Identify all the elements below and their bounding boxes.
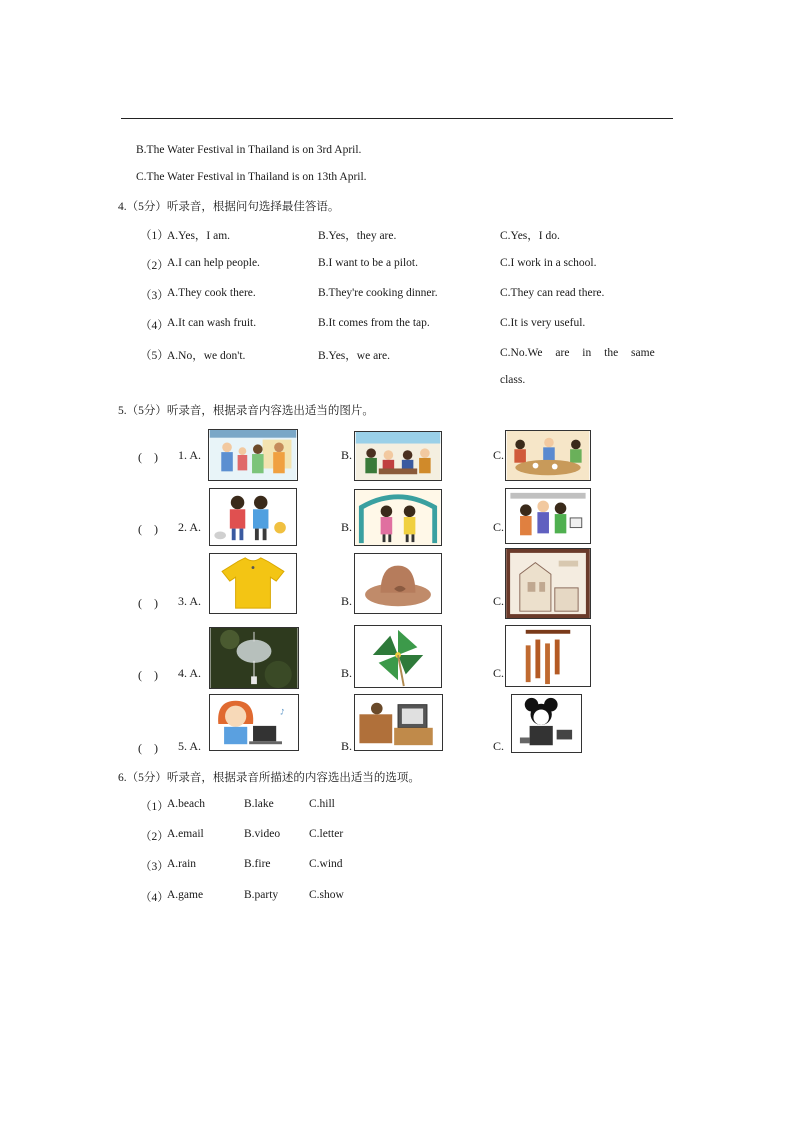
q5-row-1-label-c: C.	[493, 448, 505, 462]
q4-item-5-option-c-cont: class.	[500, 374, 526, 386]
svg-text:♪: ♪	[280, 707, 285, 717]
q4-item-4-option-a[interactable]: A.It can wash fruit.	[167, 317, 257, 329]
q4-item-1-option-a[interactable]: A.Yes，I am.	[167, 230, 231, 242]
q5-row-1-label-a: 1. A.	[178, 448, 202, 462]
q5-answer-blank-1[interactable]: ( )	[138, 450, 158, 464]
q5-row-4-picture-b[interactable]	[354, 625, 442, 688]
q6-item-1-option-b[interactable]: B.lake	[244, 798, 274, 810]
q5-row-2-label-c: C.	[493, 520, 505, 534]
q5-answer-blank-4[interactable]: ( )	[138, 668, 158, 682]
q5-row-3-label-a: 3. A.	[178, 594, 202, 608]
q6-item-num: （4）	[140, 892, 169, 904]
q4-item-5-option-c[interactable]: C.No.We are in the same	[500, 347, 655, 359]
q5-answer-blank-2[interactable]: ( )	[138, 522, 158, 536]
q5-row-5-label-c: C.	[493, 739, 505, 753]
q5-row-4-label-b: B.	[341, 666, 353, 680]
q5-row-5-picture-c[interactable]	[511, 694, 582, 753]
popup-card-house-icon	[506, 549, 590, 618]
q5-row-3-picture-b[interactable]	[354, 553, 442, 614]
q4-item-5-option-a[interactable]: A.No，we don't.	[167, 350, 246, 362]
q5-row-2-picture-c[interactable]	[505, 488, 591, 544]
q5-row-2-label-a: 2. A.	[178, 520, 202, 534]
kids-playing-illustration	[210, 489, 296, 545]
q4-item-num: （2）	[140, 260, 169, 272]
q6-item-1-option-a[interactable]: A.beach	[167, 798, 205, 810]
q4-item-3-option-a[interactable]: A.They cook there.	[167, 287, 256, 299]
family-dinner-illustration	[506, 431, 590, 480]
q6-item-3-option-b[interactable]: B.fire	[244, 858, 271, 870]
q3-option-b[interactable]: B.The Water Festival in Thailand is on 3rd April.	[136, 144, 362, 156]
header-rule	[121, 118, 673, 119]
q5-title: 5.（5分）听录音，根据录音内容选出适当的图片。	[118, 405, 374, 417]
q5-row-5-label-b: B.	[341, 739, 353, 753]
q5-row-3-picture-c[interactable]	[505, 548, 591, 619]
group-party-illustration	[355, 432, 441, 480]
q6-title: 6.（5分）听录音，根据录音所描述的内容选出适当的选项。	[118, 772, 420, 784]
q6-item-4-option-a[interactable]: A.game	[167, 889, 204, 901]
q5-row-4-picture-c[interactable]	[505, 625, 591, 687]
wind-chime-icon	[210, 628, 298, 688]
q4-item-3-option-b[interactable]: B.They're cooking dinner.	[318, 287, 438, 299]
q4-item-4-option-b[interactable]: B.It comes from the tap.	[318, 317, 430, 329]
q5-row-3-label-b: B.	[341, 594, 353, 608]
q5-row-2-label-b: B.	[341, 520, 353, 534]
yellow-tshirt-icon	[210, 554, 296, 613]
girl-on-phone-illustration	[512, 695, 581, 752]
q6-item-num: （2）	[140, 831, 169, 843]
q5-row-1-picture-b[interactable]	[354, 431, 442, 481]
q4-item-1-option-c[interactable]: C.Yes，I do.	[500, 230, 560, 242]
q6-item-1-option-c[interactable]: C.hill	[309, 798, 335, 810]
q4-item-2-option-b[interactable]: B.I want to be a pilot.	[318, 257, 418, 269]
q5-row-4-picture-a[interactable]	[209, 627, 299, 689]
q5-row-2-picture-b[interactable]	[354, 489, 442, 546]
q4-item-4-option-c[interactable]: C.It is very useful.	[500, 317, 586, 329]
wooden-wind-chime-icon	[506, 626, 590, 686]
q4-item-5-option-b[interactable]: B.Yes，we are.	[318, 350, 390, 362]
q4-item-num: （4）	[140, 320, 169, 332]
q5-row-5-picture-b[interactable]	[354, 694, 443, 751]
q6-item-4-option-c[interactable]: C.show	[309, 889, 344, 901]
q5-row-1-picture-a[interactable]	[208, 429, 298, 481]
q4-item-2-option-a[interactable]: A.I can help people.	[167, 257, 260, 269]
q3-option-c[interactable]: C.The Water Festival in Thailand is on 13th April.	[136, 171, 367, 183]
q4-item-num: （5）	[140, 350, 169, 362]
q5-row-4-label-a: 4. A.	[178, 666, 202, 680]
pinwheel-icon	[355, 626, 441, 687]
q5-row-5-label-a: 5. A.	[178, 739, 202, 753]
q4-item-2-option-c[interactable]: C.I work in a school.	[500, 257, 597, 269]
brown-hat-icon	[355, 554, 441, 613]
q6-item-num: （1）	[140, 801, 169, 813]
q6-item-2-option-c[interactable]: C.letter	[309, 828, 344, 840]
q5-row-1-picture-c[interactable]	[505, 430, 591, 481]
q5-row-2-picture-a[interactable]	[209, 488, 297, 546]
q5-row-4-label-c: C.	[493, 666, 505, 680]
q4-item-3-option-c[interactable]: C.They can read there.	[500, 287, 605, 299]
q6-item-2-option-a[interactable]: A.email	[167, 828, 204, 840]
q6-item-2-option-b[interactable]: B.video	[244, 828, 281, 840]
q5-answer-blank-3[interactable]: ( )	[138, 596, 158, 610]
q6-item-3-option-c[interactable]: C.wind	[309, 858, 343, 870]
q4-item-num: （1）	[140, 230, 169, 242]
kids-under-arch-illustration	[355, 490, 441, 545]
q6-item-4-option-b[interactable]: B.party	[244, 889, 279, 901]
q5-row-5-picture-a[interactable]	[209, 694, 299, 751]
group-photo-illustration	[506, 489, 590, 543]
q4-title: 4.（5分）听录音，根据问句选择最佳答语。	[118, 201, 340, 213]
q5-answer-blank-5[interactable]: ( )	[138, 741, 158, 755]
q4-item-num: （3）	[140, 290, 169, 302]
q6-item-num: （3）	[140, 861, 169, 873]
person-watching-tv-illustration	[355, 695, 442, 750]
girl-with-laptop-illustration	[210, 695, 298, 750]
q4-item-1-option-b[interactable]: B.Yes，they are.	[318, 230, 397, 242]
q6-item-3-option-a[interactable]: A.rain	[167, 858, 197, 870]
q5-row-3-label-c: C.	[493, 594, 505, 608]
q5-row-3-picture-a[interactable]	[209, 553, 297, 614]
q5-row-1-label-b: B.	[341, 448, 353, 462]
family-outdoor-illustration	[209, 430, 297, 480]
